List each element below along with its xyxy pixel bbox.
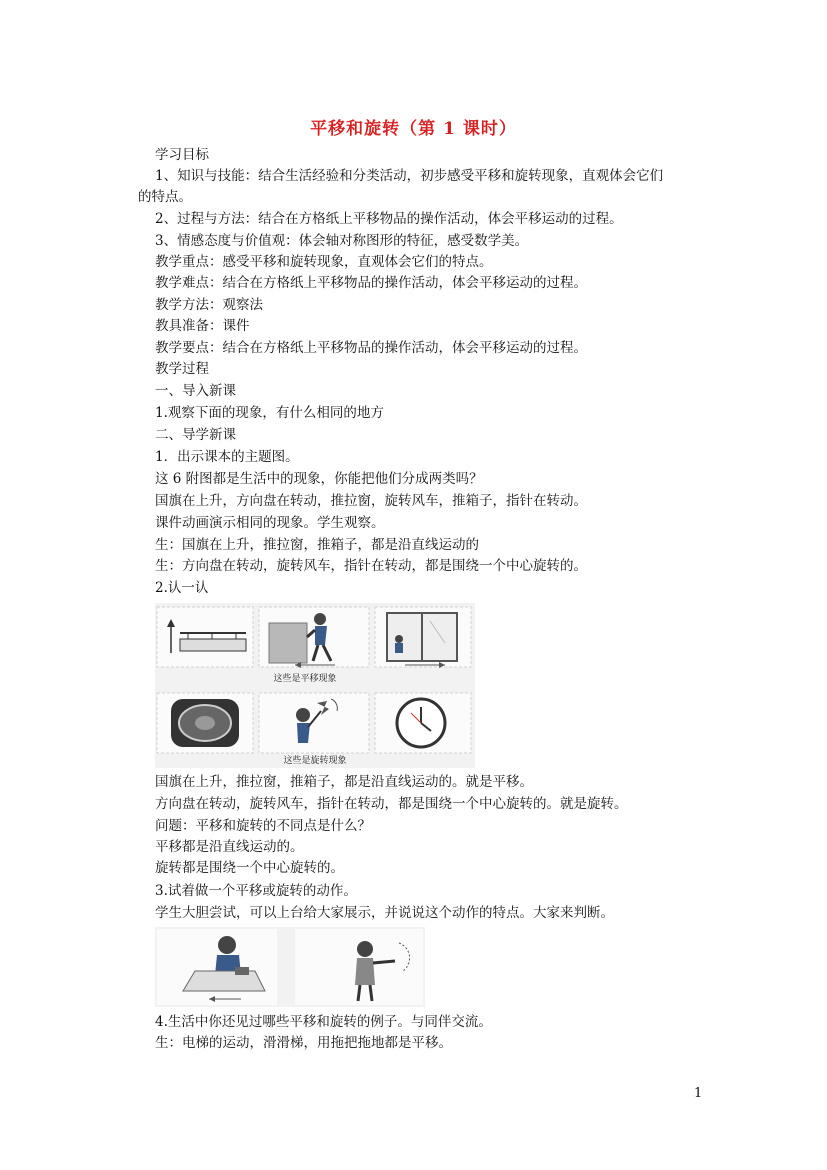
paragraph-line: 国旗在上升，推拉窗，推箱子，都是沿直线运动的。就是平移。: [155, 774, 533, 790]
paragraph-line: 的特点。: [138, 189, 192, 205]
paragraph-line: 1．出示课本的主题图。: [155, 449, 299, 465]
translation-rotation-figure: [155, 603, 475, 768]
paragraph-line: 课件动画演示相同的现象。学生观察。: [155, 515, 385, 531]
paragraph-line: 这 6 附图都是生活中的现象，你能把他们分成两类吗？: [155, 471, 483, 487]
section-heading: 教学过程: [155, 361, 209, 377]
section-heading: 一、导入新课: [155, 383, 236, 399]
paragraph-line: 2、过程与方法：结合在方格纸上平移物品的操作活动，体会平移运动的过程。: [155, 211, 623, 227]
paragraph-line: 教学要点：结合在方格纸上平移物品的操作活动，体会平移运动的过程。: [155, 340, 587, 356]
paragraph-line: 1.观察下面的现象，有什么相同的地方: [155, 405, 384, 421]
page-number: 1: [694, 1086, 703, 1101]
paragraph-line: 教学重点：感受平移和旋转现象，直观体会它们的特点。: [155, 254, 493, 270]
figure-caption-rotation: 这些是旋转现象: [283, 756, 347, 766]
section-heading: 二、导学新课: [155, 427, 236, 443]
paragraph-line: 生：方向盘在转动，旋转风车，指针在转动，都是围绕一个中心旋转的。: [155, 558, 587, 574]
paragraph-line: 4.生活中你还见过哪些平移和旋转的例子。与同伴交流。: [155, 1014, 492, 1030]
paragraph-line: 方向盘在转动，旋转风车，指针在转动，都是围绕一个中心旋转的。就是旋转。: [155, 796, 628, 812]
paragraph-line: 问题：平移和旋转的不同点是什么？: [155, 818, 371, 834]
paragraph-line: 旋转都是围绕一个中心旋转的。: [155, 860, 344, 876]
section-heading: 学习目标: [155, 147, 209, 163]
paragraph-line: 平移都是沿直线运动的。: [155, 839, 304, 855]
paragraph-line: 教具准备：课件: [155, 318, 250, 334]
page-title: 平移和旋转（第 1 课时）: [310, 119, 517, 139]
figure-caption-translation: 这些是平移现象: [273, 674, 337, 684]
paragraph-line: 国旗在上升，方向盘在转动，推拉窗，旋转风车，推箱子，指针在转动。: [155, 493, 587, 509]
paragraph-line: 2.认一认: [155, 580, 209, 596]
paragraph-line: 学生大胆尝试，可以上台给大家展示，并说说这个动作的特点。大家来判断。: [155, 905, 614, 921]
paragraph-line: 生：电梯的运动，滑滑梯，用拖把拖地都是平移。: [155, 1035, 452, 1051]
movement-demo-figure: [155, 927, 425, 1007]
paragraph-line: 生：国旗在上升，推拉窗，推箱子，都是沿直线运动的: [155, 537, 479, 553]
paragraph-line: 1、知识与技能：结合生活经验和分类活动，初步感受平移和旋转现象，直观体会它们: [155, 168, 664, 184]
paragraph-line: 3、情感态度与价值观：体会轴对称图形的特征，感受数学美。: [155, 233, 529, 249]
paragraph-line: 教学难点：结合在方格纸上平移物品的操作活动，体会平移运动的过程。: [155, 275, 587, 291]
paragraph-line: 3.试着做一个平移或旋转的动作。: [155, 883, 357, 899]
paragraph-line: 教学方法：观察法: [155, 297, 263, 313]
